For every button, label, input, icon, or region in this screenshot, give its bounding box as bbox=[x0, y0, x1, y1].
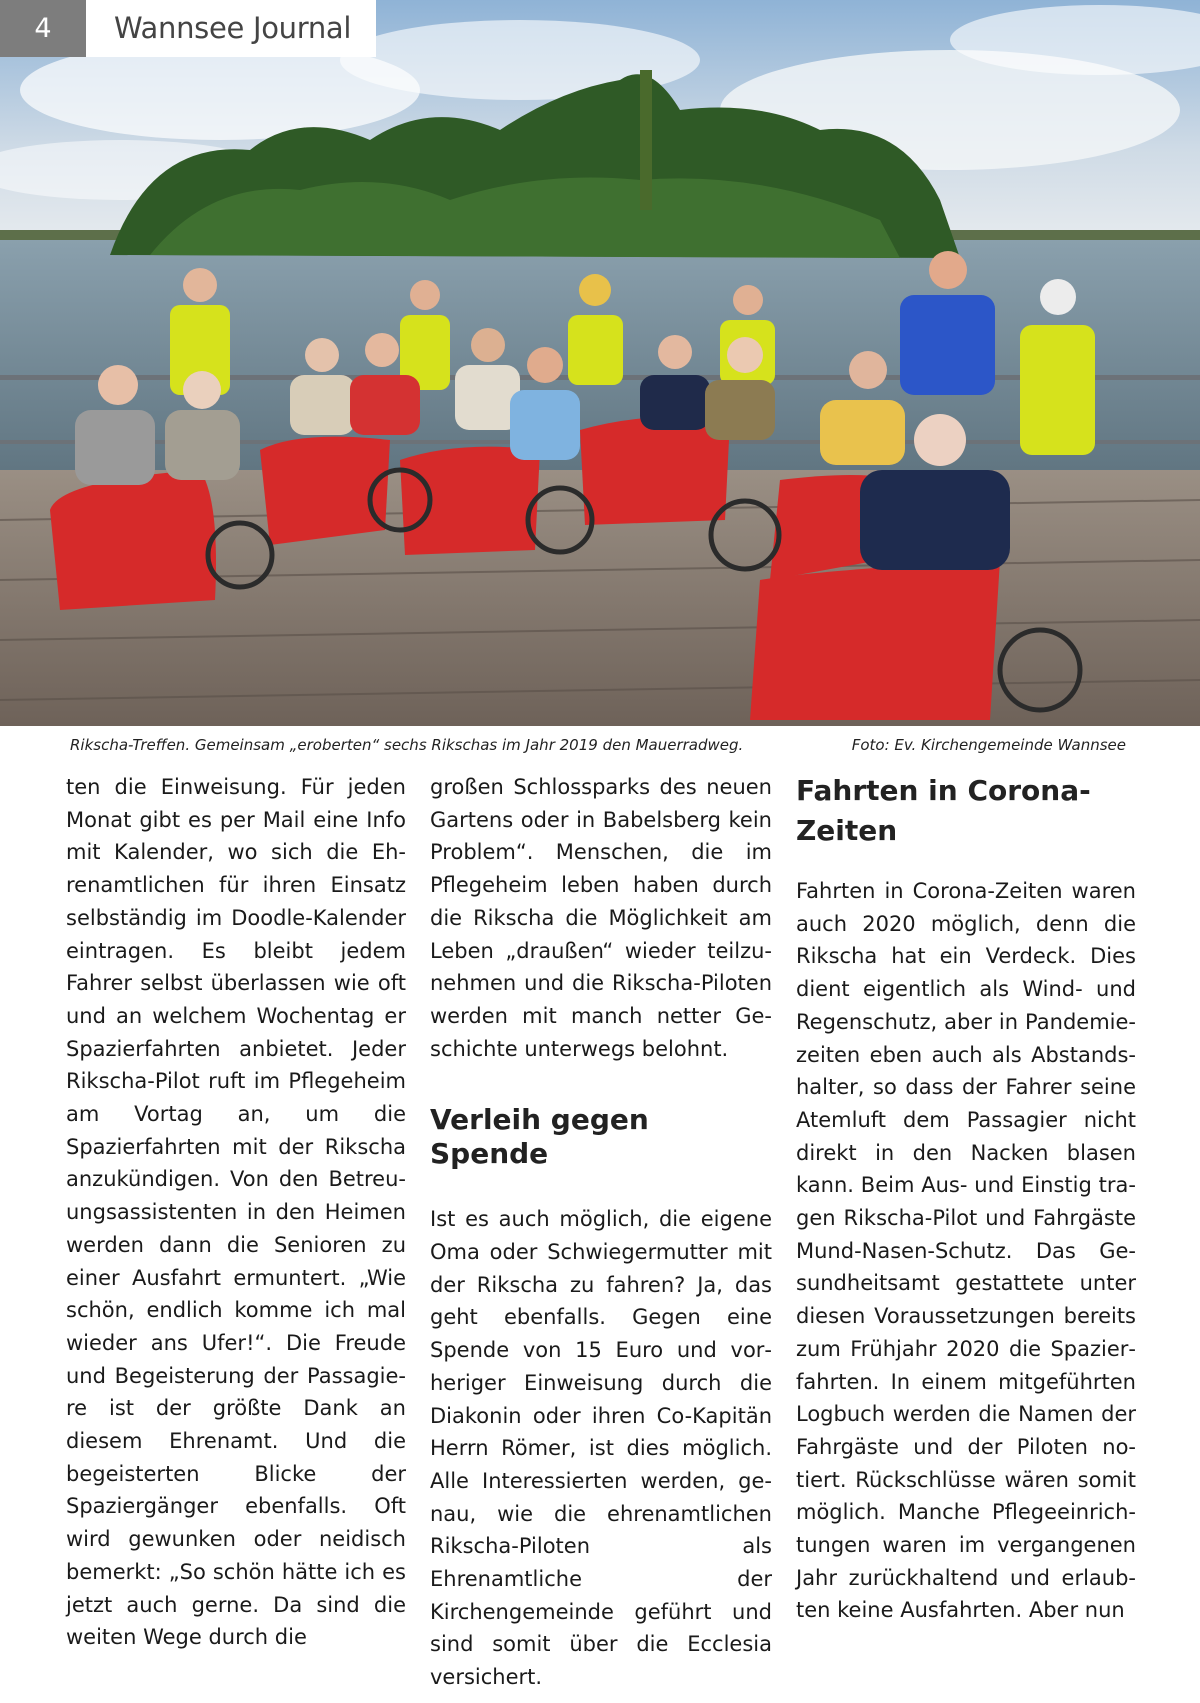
body-paragraph: Ist es auch möglich, die eigene Oma oder Schwiegermutter mit der Rikscha zu fahren? Ja, das geht ebenfalls. Gegen eine Spende von 15 Euro und vorheriger Einweisung durch die Diakonin oder ihren Co-Kapitän Herrn Römer, ist dies möglich. Alle Interessierten werden, genau, wie die ehrenamtlichen Rikscha-Piloten als Ehrenamtliche der Kirchengemeinde geführt und sind somit über die Ecclesia versichert. bbox=[430, 1207, 772, 1690]
section-heading-verleih: Verleih gegen Spende bbox=[430, 1103, 649, 1171]
article-column-1 bbox=[66, 771, 406, 1654]
body-paragraph: ten die Einweisung. Für jeden Monat gibt es per Mail eine Info mit Kalender, wo sich die Ehrenamtlichen für ihren Einsatz selbständig im Doodle-Kalender eintragen. Es bleibt jedem Fahrer selbst überlassen wie oft und an welchem Wochentag er Spazierfahrten anbietet. Jeder Rikscha-Pilot ruft im Pflegeheim am Vortag an, um die Spazierfahrten mit der Rikscha anzukündigen. Von den Betreuungsassistenten in den Heimen werden dann die Senioren zu einer Ausfahrt ermuntert. „Wie schön, endlich komme ich mal wieder ans Ufer!“. Die Freude und Begeisterung der Passagiere ist der größte Dank an diesem Ehrenamt. Und die begeisterten Blicke der Spaziergänger ebenfalls. Oft wird gewunken oder neidisch bemerkt: „So schön hätte ich es jetzt auch gerne. Da sind die weiten Wege durch die bbox=[66, 775, 406, 1650]
photo-credit: Foto: Ev. Kirchengemeinde Wannsee bbox=[851, 736, 1126, 754]
section-heading-corona: Fahrten in Corona-Zeiten bbox=[796, 774, 1091, 847]
body-paragraph: Fahrten in Corona-Zeiten waren auch 2020 möglich, denn die Rikscha hat ein Verdeck. Dies dient eigentlich als Wind- und Regenschutz, aber in Pandemiezeiten eben auch als Abstandshalter, so dass der Fahrer seine Atemluft dem Passagier nicht direkt in den Nacken blasen kann. Beim Aus- und Einstig tragen Rikscha-Pilot und Fahrgäste Mund-Nasen-Schutz. Das Gesundheitsamt gestattete unter diesen Voraussetzungen bereits zum Frühjahr 2020 die Spazierfahrten. In einem mitgeführten Logbuch werden die Namen der Fahrgäste und der Piloten notiert. Rückschlüsse wären somit möglich. Manche Pflegeeinrichtungen waren im vergangenen Jahr zurückhaltend und erlaubten keine Ausfahrten. Aber nun bbox=[796, 879, 1136, 1623]
rikscha-group-photo bbox=[0, 0, 1200, 726]
article-column-3 bbox=[796, 771, 1136, 1627]
body-paragraph: großen Schlossparks des neuen Gartens oder in Babelsberg kein Problem“. Menschen, die im Pflegeheim leben haben durch die Rikscha die Möglichkeit am Leben „draußen“ wieder teilzunehmen und die Rikscha-Piloten werden mit manch netter Geschichte unterwegs belohnt. bbox=[430, 775, 772, 1061]
journal-title: Wannsee Journal bbox=[86, 0, 376, 57]
page-number: 4 bbox=[0, 0, 86, 57]
article-column-2 bbox=[430, 771, 772, 1694]
photo-caption: Rikscha-Treffen. Gemeinsam „eroberten“ sechs Rikschas im Jahr 2019 den Mauerradweg. bbox=[70, 736, 744, 754]
